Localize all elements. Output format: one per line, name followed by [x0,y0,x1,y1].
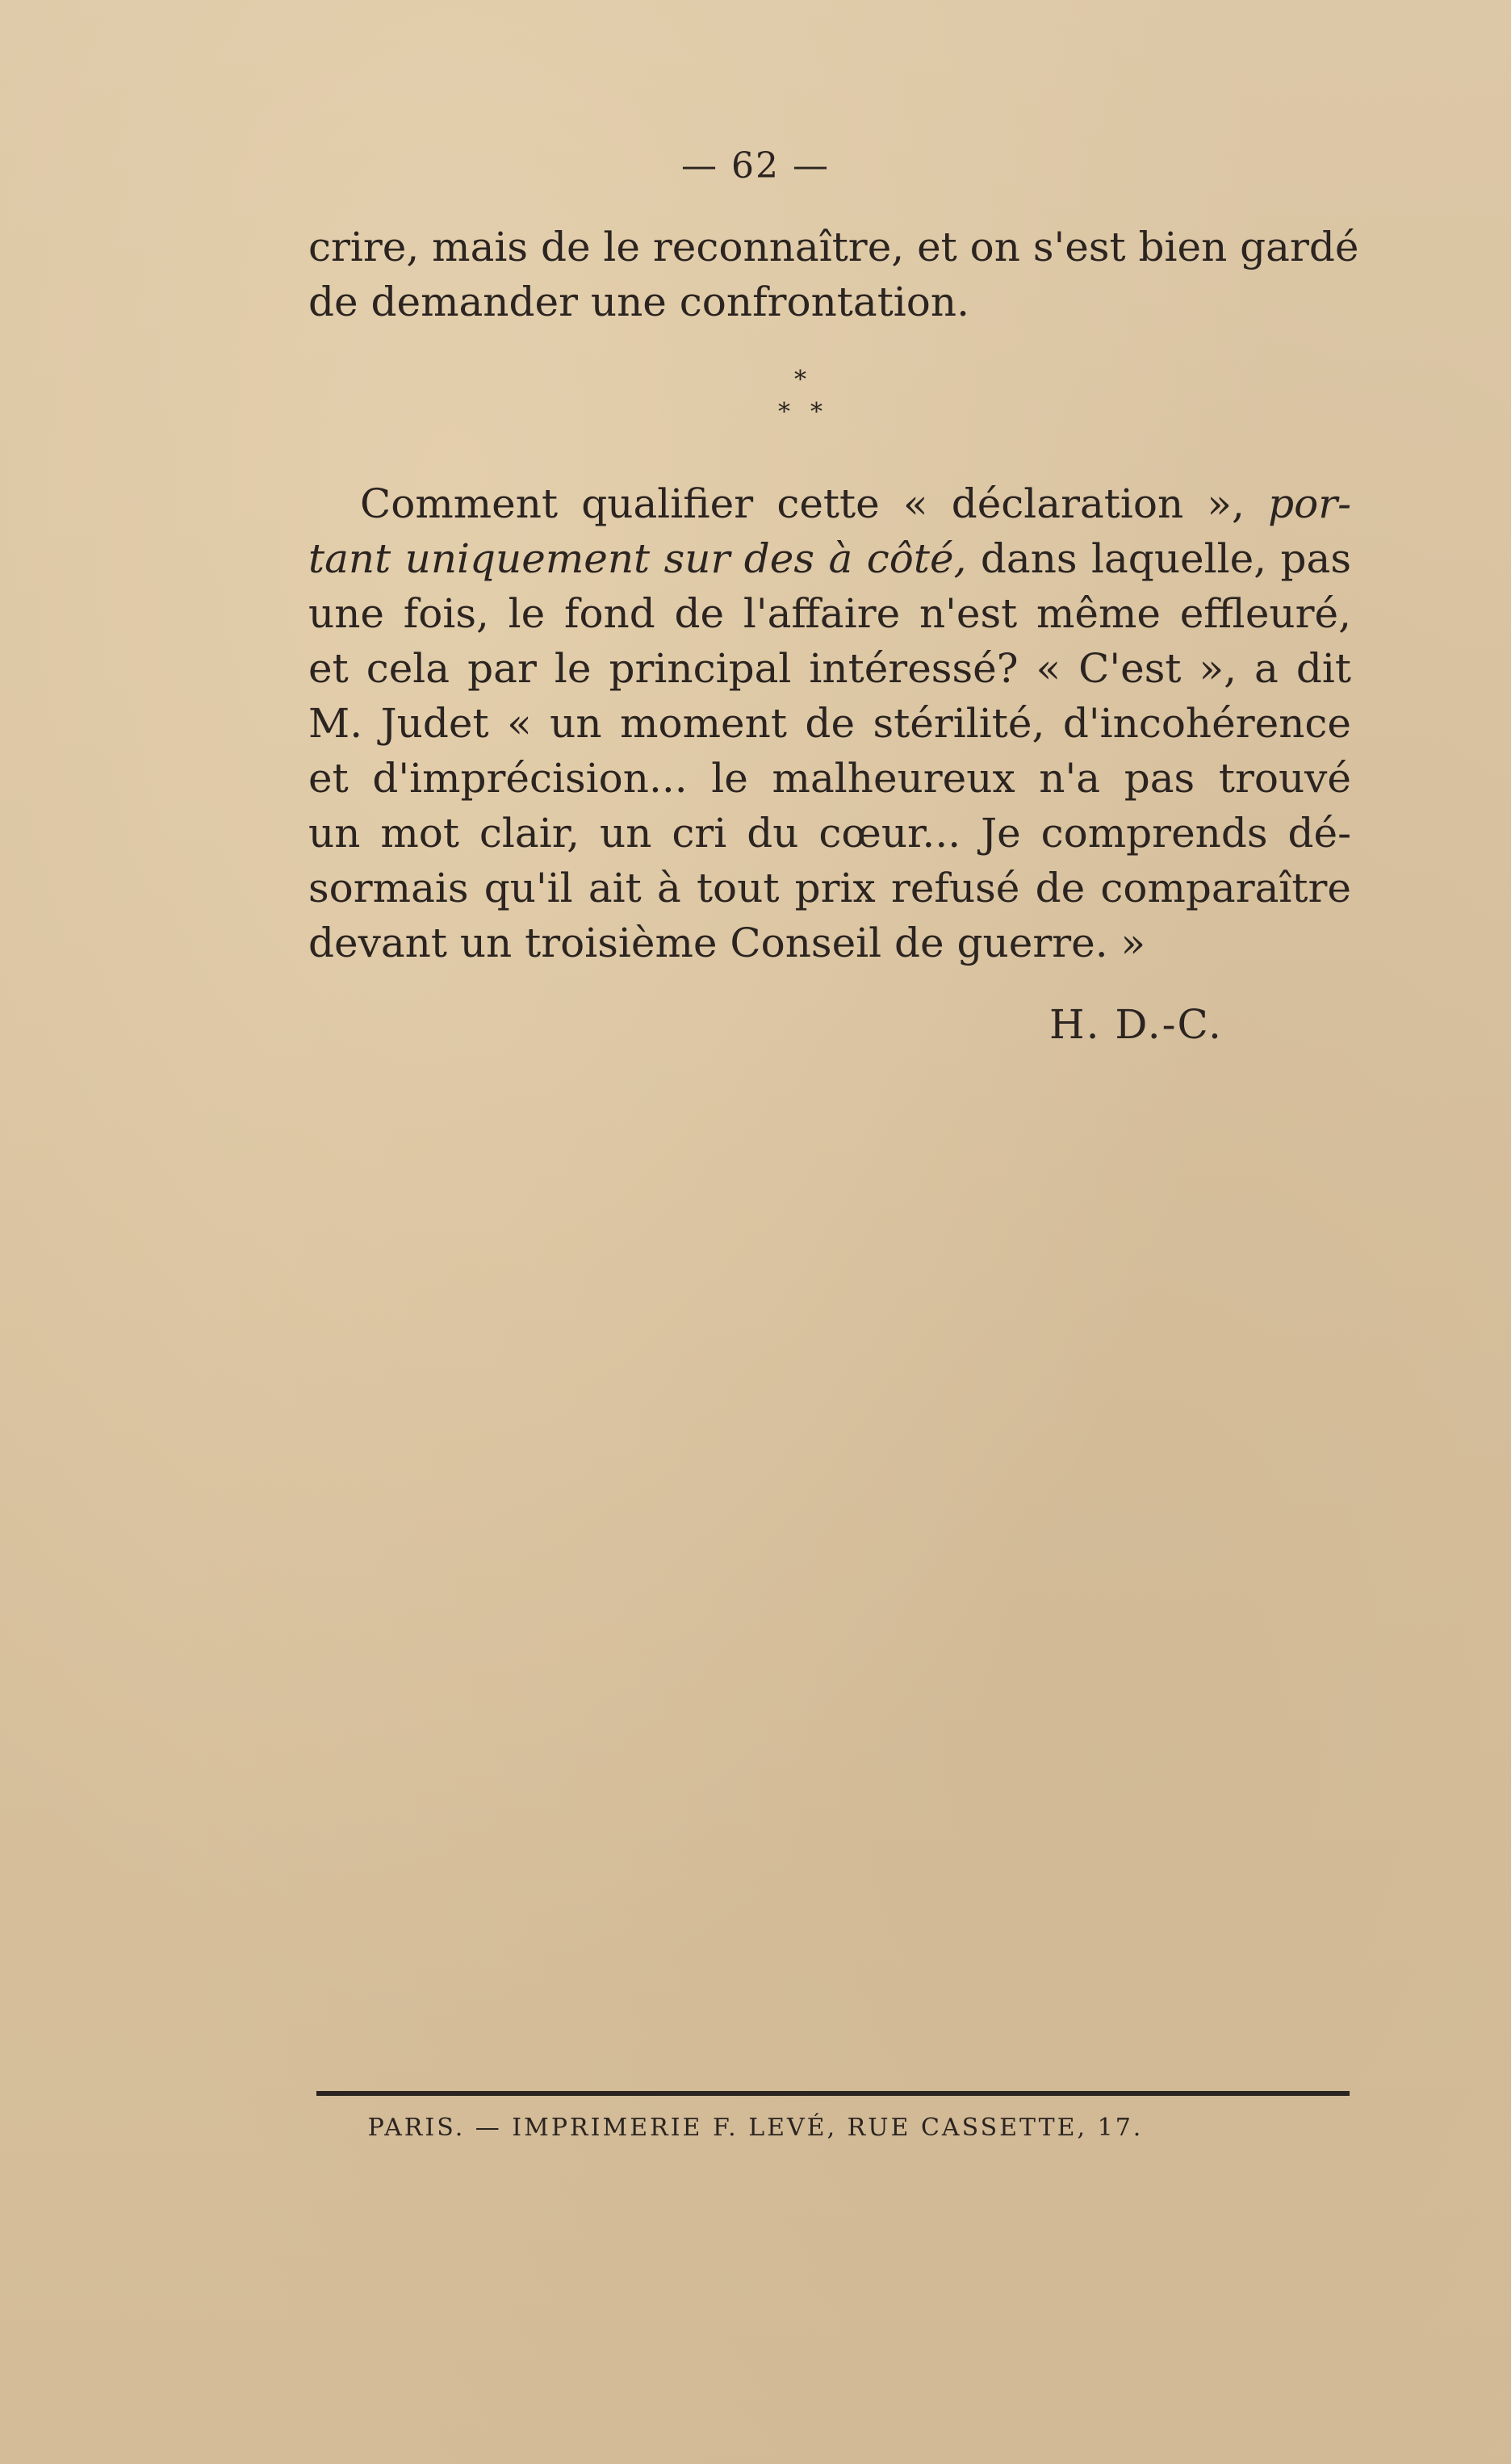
paragraph-continuation [308,220,1359,329]
text-line: et d'imprécision... le malheureux n'a pas trouvé [308,755,1351,802]
printer-imprint: PARIS. — IMPRIMERIE F. LEVÉ, RUE CASSETTE, 17. [367,2114,1144,2142]
star-glyph: * [794,366,806,394]
italic-text-run: por- [1268,480,1351,527]
text-line: de demander une confrontation. [308,279,969,325]
author-signature: H. D.-C. [1049,1001,1223,1048]
text-line: crire, mais de le reconnaître, et on s'est bien gardé [308,224,1359,270]
text-line: sormais qu'il ait à tout prix refusé de comparaître [308,865,1351,911]
text-line [308,531,1351,586]
paragraph-main [308,476,1351,970]
text-line [308,476,1351,531]
star-glyph: * [810,398,822,426]
page-number: — 62 — [681,145,830,186]
text-line: M. Judet « un moment de stérilité, d'incohérence [308,700,1351,747]
footer-rule [316,2091,1350,2096]
text-run: dans laquelle, pas [966,535,1351,582]
text-line: une fois, le fond de l'affaire n'est même effleuré, [308,590,1351,637]
star-glyph: * [778,398,790,426]
text-run: Comment qualifier cette « déclaration », [360,480,1269,527]
text-line: un mot clair, un cri du cœur... Je comprends dé- [308,810,1351,857]
text-line: et cela par le principal intéressé? « C'est », a dit [308,645,1351,692]
text-line: devant un troisième Conseil de guerre. » [308,920,1146,966]
asterism-separator [756,362,852,450]
italic-text-run: tant uniquement sur des à côté, [308,535,967,582]
